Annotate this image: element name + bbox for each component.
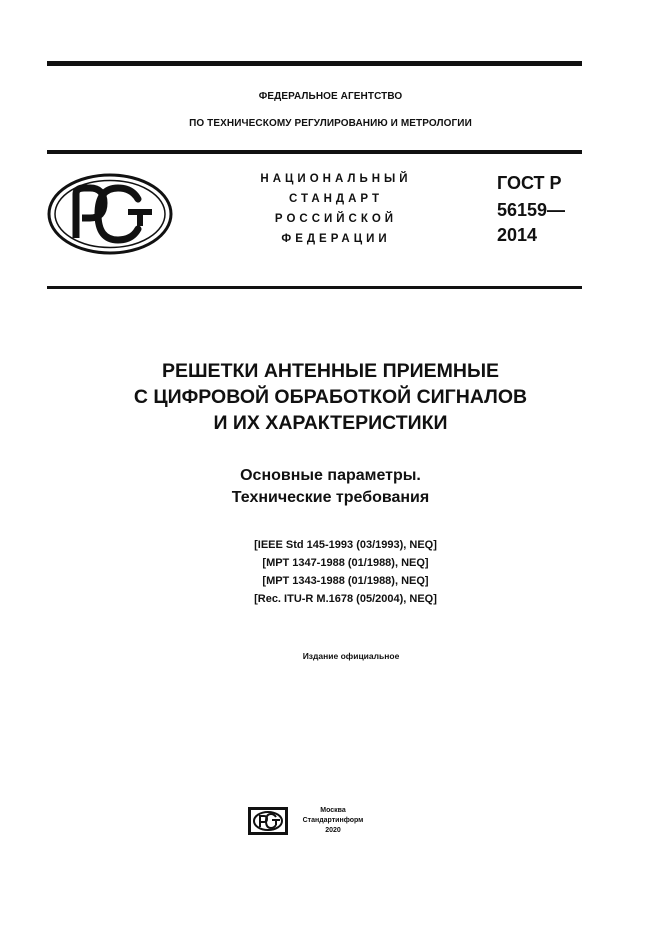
standard-label-line4: ФЕДЕРАЦИИ (281, 233, 391, 245)
document-title-line2: С ЦИФРОВОЙ ОБРАБОТКОЙ СИГНАЛОВ (133, 386, 528, 408)
reference-item: [IEEE Std 145-1993 (03/1993), NEQ] (254, 539, 437, 551)
rst-certification-mark-icon (46, 172, 174, 256)
document-title-line1: РЕШЕТКИ АНТЕННЫЕ ПРИЕМНЫЕ (161, 360, 500, 382)
document-title-line3: И ИХ ХАРАКТЕРИСТИКИ (213, 412, 448, 434)
publication-year: 2020 (325, 827, 341, 834)
agency-name-line2: ПО ТЕХНИЧЕСКОМУ РЕГУЛИРОВАНИЮ И МЕТРОЛОГИИ (189, 118, 472, 129)
document-subtitle-line2: Технические требования (231, 489, 430, 506)
reference-item: [МРТ 1343-1988 (01/1988), NEQ] (262, 575, 429, 587)
bottom-divider (47, 286, 582, 289)
document-subtitle-line1: Основные параметры. (240, 467, 421, 484)
middle-divider (47, 150, 582, 154)
gost-designation-line2: 56159— (497, 200, 566, 220)
agency-name-line1: ФЕДЕРАЛЬНОЕ АГЕНТСТВО (258, 91, 403, 102)
standard-label-line3: РОССИЙСКОЙ (274, 213, 398, 225)
reference-item: [МРТ 1347-1988 (01/1988), NEQ] (262, 557, 429, 569)
standard-label-line2: СТАНДАРТ (289, 193, 383, 205)
publisher-city: Москва (320, 807, 346, 814)
edition-label: Издание официальное (302, 651, 400, 661)
gost-designation-line1: ГОСТ Р (497, 173, 562, 193)
reference-item: [Rec. ITU-R M.1678 (05/2004), NEQ] (254, 593, 437, 605)
standard-label-line1: НАЦИОНАЛЬНЫЙ (260, 173, 412, 185)
top-divider (47, 61, 582, 66)
standartinform-logo-icon (247, 806, 289, 836)
publisher-name: Стандартинформ (302, 817, 364, 824)
gost-designation-line3: 2014 (497, 225, 538, 245)
